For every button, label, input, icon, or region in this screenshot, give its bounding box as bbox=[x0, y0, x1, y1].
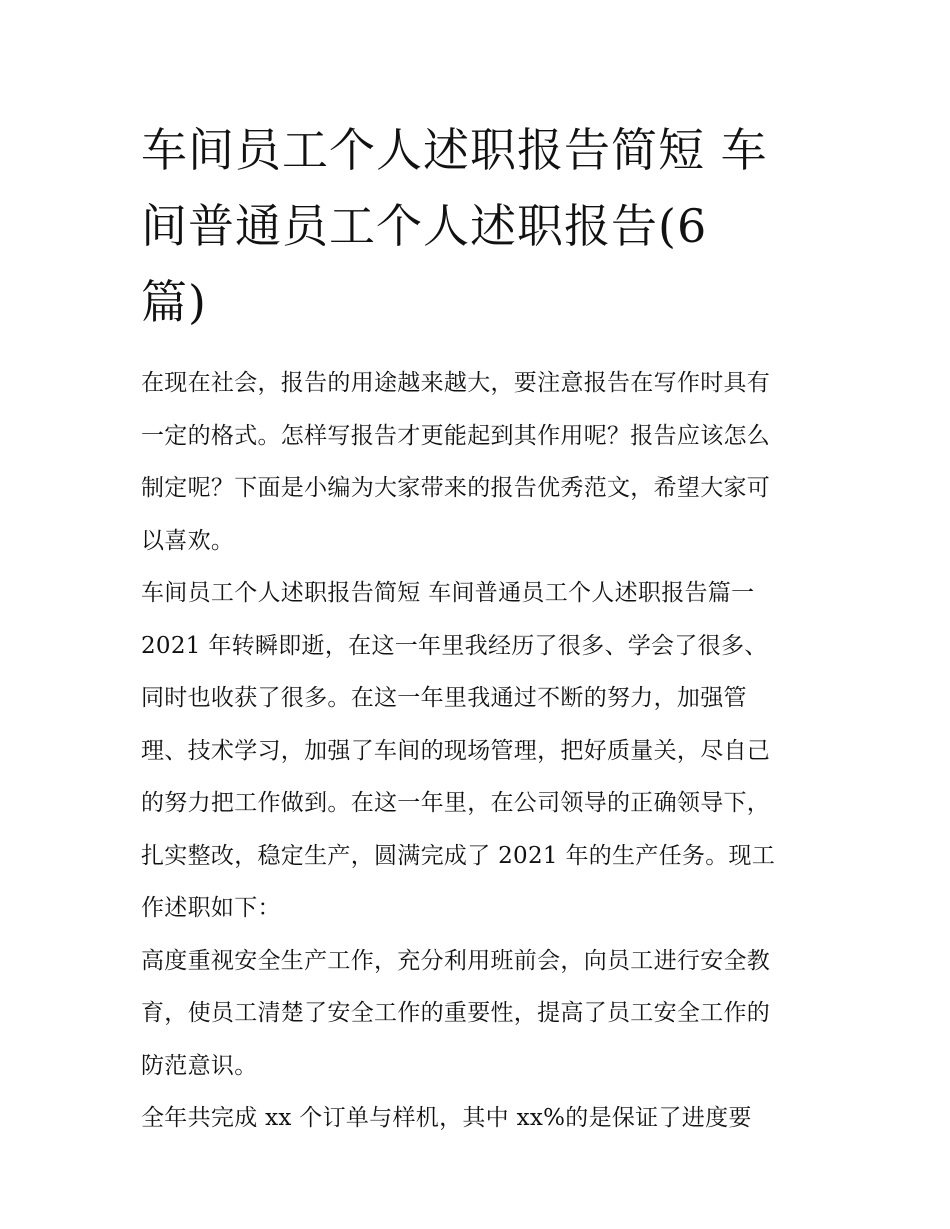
text-line: 防范意识。 bbox=[141, 1052, 258, 1079]
title-line: 车间员工个人述职报告简短 车 bbox=[141, 123, 768, 177]
title-line: 间普通员工个人述职报告(6 bbox=[141, 199, 708, 253]
summary-paragraph bbox=[141, 620, 821, 935]
text-line: 同时也收获了很多。在这一年里我通过不断的努力，加强管 bbox=[141, 685, 747, 711]
text-line: 一定的格式。怎样写报告才更能起到其作用呢？报告应该怎么 bbox=[141, 422, 771, 449]
document-body bbox=[141, 357, 821, 1145]
text-line: 作述职如下： bbox=[141, 895, 281, 921]
text-line: 在现在社会，报告的用途越来越大，要注意报告在写作时具有 bbox=[141, 370, 771, 396]
text-line: 全年共完成 xx 个订单与样机，其中 xx%的是保证了进度要 bbox=[141, 1105, 752, 1131]
text-line: 高度重视安全生产工作，充分利用班前会，向员工进行安全教 bbox=[141, 947, 771, 974]
section-heading bbox=[141, 567, 821, 620]
intro-paragraph bbox=[141, 357, 821, 567]
title-line: 篇) bbox=[141, 275, 207, 329]
text-line: 制定呢？下面是小编为大家带来的报告优秀范文，希望大家可 bbox=[141, 475, 771, 501]
text-line: 育，使员工清楚了安全工作的重要性，提高了员工安全工作的 bbox=[141, 1000, 771, 1026]
orders-paragraph bbox=[141, 1092, 821, 1145]
text-line: 理、技术学习，加强了车间的现场管理，把好质量关，尽自己 bbox=[141, 737, 771, 764]
text-line: 以喜欢。 bbox=[141, 527, 235, 554]
text-line: 扎实整改，稳定生产，圆满完成了 2021 年的生产任务。现工 bbox=[141, 842, 776, 869]
text-line: 的努力把工作做到。在这一年里，在公司领导的正确领导下， bbox=[141, 790, 771, 816]
document-title bbox=[141, 112, 816, 340]
text-line: 车间员工个人述职报告简短 车间普通员工个人述职报告篇一 bbox=[141, 580, 755, 606]
safety-paragraph bbox=[141, 935, 821, 1093]
text-line: 2021 年转瞬即逝，在这一年里我经历了很多、学会了很多、 bbox=[141, 632, 768, 659]
